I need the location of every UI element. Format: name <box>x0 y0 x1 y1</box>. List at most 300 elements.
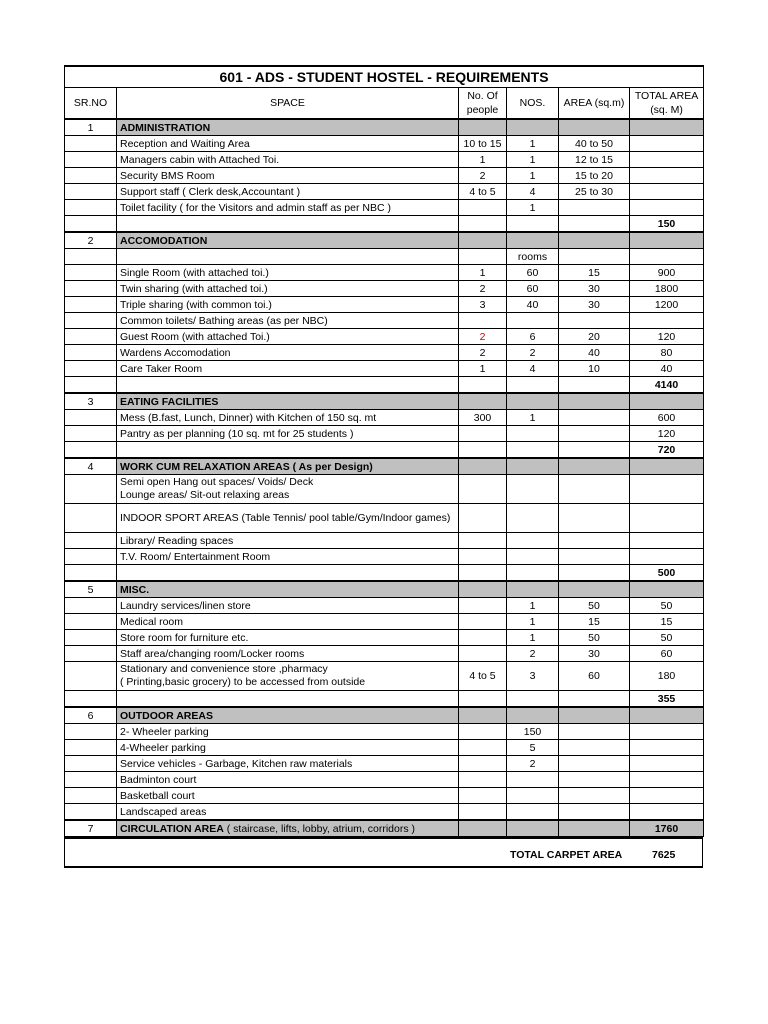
nos-cell <box>507 804 559 821</box>
srno-cell <box>65 329 117 345</box>
people-cell <box>459 549 507 565</box>
section-fill-cell <box>630 707 704 724</box>
space-cell: Medical room <box>117 614 459 630</box>
nos-cell <box>507 772 559 788</box>
circulation-row <box>65 820 704 837</box>
area-cell <box>559 772 630 788</box>
section-fill-cell <box>630 393 704 410</box>
space-cell: 4-Wheeler parking <box>117 740 459 756</box>
total-cell: 40 <box>630 361 704 377</box>
total-cell <box>630 200 704 216</box>
empty-cell <box>459 377 507 394</box>
empty-cell <box>65 691 117 708</box>
people-cell <box>459 200 507 216</box>
area-cell <box>559 475 630 504</box>
srno-cell <box>65 249 117 265</box>
table-row <box>65 724 704 740</box>
nos-cell <box>507 504 559 533</box>
nos-cell <box>507 533 559 549</box>
area-cell <box>559 756 630 772</box>
section-fill-cell <box>507 458 559 475</box>
people-cell <box>459 249 507 265</box>
total-cell: 600 <box>630 410 704 426</box>
section-name: OUTDOOR AREAS <box>117 707 459 724</box>
nos-cell: 40 <box>507 297 559 313</box>
srno-cell <box>65 136 117 152</box>
table-row <box>65 265 704 281</box>
srno-cell <box>65 475 117 504</box>
srno-cell <box>65 740 117 756</box>
total-cell <box>630 152 704 168</box>
nos-cell: 1 <box>507 598 559 614</box>
srno-cell <box>65 265 117 281</box>
section-subtotal: 500 <box>630 565 704 582</box>
area-cell <box>559 533 630 549</box>
total-cell <box>630 184 704 200</box>
people-cell <box>459 598 507 614</box>
total-cell <box>630 724 704 740</box>
section-fill-cell <box>559 393 630 410</box>
total-cell <box>630 549 704 565</box>
area-cell <box>559 740 630 756</box>
subtotal-row <box>65 691 704 708</box>
empty-cell <box>117 691 459 708</box>
space-cell: Triple sharing (with common toi.) <box>117 297 459 313</box>
section-header-row <box>65 458 704 475</box>
table-row <box>65 533 704 549</box>
section-name: MISC. <box>117 581 459 598</box>
space-cell: Mess (B.fast, Lunch, Dinner) with Kitchen of 150 sq. mt <box>117 410 459 426</box>
section-header-row <box>65 232 704 249</box>
empty-cell <box>559 377 630 394</box>
srno-cell <box>65 772 117 788</box>
space-cell: INDOOR SPORT AREAS (Table Tennis/ pool table/Gym/Indoor games) <box>117 504 459 533</box>
requirements-table <box>64 65 704 837</box>
nos-cell: 6 <box>507 329 559 345</box>
people-cell <box>459 756 507 772</box>
table-row <box>65 756 704 772</box>
empty-cell <box>65 216 117 233</box>
space-cell: 2- Wheeler parking <box>117 724 459 740</box>
total-cell: 120 <box>630 329 704 345</box>
total-cell: 1800 <box>630 281 704 297</box>
section-fill-cell <box>559 119 630 136</box>
table-row <box>65 804 704 821</box>
section-fill-cell <box>459 820 507 837</box>
space-cell: Common toilets/ Bathing areas (as per NBC) <box>117 313 459 329</box>
srno-cell <box>65 756 117 772</box>
table-row <box>65 426 704 442</box>
area-cell <box>559 410 630 426</box>
total-cell: 60 <box>630 646 704 662</box>
area-cell <box>559 426 630 442</box>
area-cell: 60 <box>559 662 630 691</box>
section-fill-cell <box>630 458 704 475</box>
space-cell: Care Taker Room <box>117 361 459 377</box>
total-cell: 50 <box>630 598 704 614</box>
srno-cell <box>65 646 117 662</box>
section-fill-cell <box>507 820 559 837</box>
table-title: 601 - ADS - STUDENT HOSTEL - REQUIREMENTS <box>65 66 704 88</box>
title-row <box>65 66 704 88</box>
total-cell <box>630 249 704 265</box>
area-cell: 12 to 15 <box>559 152 630 168</box>
table-row <box>65 297 704 313</box>
srno-cell <box>65 426 117 442</box>
header-nos: NOS. <box>507 88 559 120</box>
empty-cell <box>507 377 559 394</box>
table-row <box>65 136 704 152</box>
section-header-row <box>65 119 704 136</box>
table-row <box>65 662 704 691</box>
area-cell: 20 <box>559 329 630 345</box>
total-cell: 120 <box>630 426 704 442</box>
people-cell <box>459 740 507 756</box>
table-row <box>65 345 704 361</box>
empty-cell <box>65 565 117 582</box>
nos-cell: 1 <box>507 152 559 168</box>
area-cell: 15 <box>559 614 630 630</box>
space-cell: Landscaped areas <box>117 804 459 821</box>
section-number: 1 <box>65 119 117 136</box>
space-cell: Badminton court <box>117 772 459 788</box>
total-cell: 80 <box>630 345 704 361</box>
table-row <box>65 772 704 788</box>
nos-cell <box>507 788 559 804</box>
empty-cell <box>507 216 559 233</box>
section-fill-cell <box>559 458 630 475</box>
empty-cell <box>559 691 630 708</box>
total-cell <box>630 756 704 772</box>
section-name: ACCOMODATION <box>117 232 459 249</box>
space-cell: Store room for furniture etc. <box>117 630 459 646</box>
section-fill-cell <box>459 707 507 724</box>
empty-cell <box>507 442 559 459</box>
space-cell: Managers cabin with Attached Toi. <box>117 152 459 168</box>
section-fill-cell <box>630 581 704 598</box>
nos-cell <box>507 475 559 504</box>
nos-cell: 60 <box>507 281 559 297</box>
table-row <box>65 313 704 329</box>
table-row <box>65 200 704 216</box>
people-cell: 2 <box>459 281 507 297</box>
people-cell <box>459 788 507 804</box>
total-cell <box>630 740 704 756</box>
empty-cell <box>117 377 459 394</box>
table-row <box>65 646 704 662</box>
section-fill-cell <box>630 119 704 136</box>
section-fill-cell <box>507 393 559 410</box>
nos-cell: 2 <box>507 646 559 662</box>
nos-cell: 60 <box>507 265 559 281</box>
empty-cell <box>117 442 459 459</box>
people-cell <box>459 533 507 549</box>
total-cell <box>630 533 704 549</box>
srno-cell <box>65 662 117 691</box>
people-cell <box>459 630 507 646</box>
space-cell: Stationary and convenience store ,pharmacy ( Printing,basic grocery) to be accessed from outside <box>117 662 459 691</box>
section-number: 7 <box>65 820 117 837</box>
srno-cell <box>65 724 117 740</box>
total-cell <box>630 804 704 821</box>
nos-cell: 4 <box>507 184 559 200</box>
header-area: AREA (sq.m) <box>559 88 630 120</box>
srno-cell <box>65 614 117 630</box>
people-cell <box>459 313 507 329</box>
people-cell: 3 <box>459 297 507 313</box>
space-cell: Guest Room (with attached Toi.) <box>117 329 459 345</box>
section-subtotal: 720 <box>630 442 704 459</box>
srno-cell <box>65 410 117 426</box>
nos-cell: 1 <box>507 410 559 426</box>
nos-cell: 1 <box>507 200 559 216</box>
people-cell: 1 <box>459 361 507 377</box>
empty-cell <box>559 216 630 233</box>
srno-cell <box>65 281 117 297</box>
srno-cell <box>65 504 117 533</box>
circulation-name: CIRCULATION AREA <box>120 822 224 835</box>
area-cell: 30 <box>559 297 630 313</box>
area-cell <box>559 724 630 740</box>
table-row <box>65 614 704 630</box>
space-cell: Reception and Waiting Area <box>117 136 459 152</box>
section-subtotal: 4140 <box>630 377 704 394</box>
total-cell <box>630 475 704 504</box>
space-cell: T.V. Room/ Entertainment Room <box>117 549 459 565</box>
section-number: 3 <box>65 393 117 410</box>
people-cell: 2 <box>459 329 507 345</box>
space-cell: Staff area/changing room/Locker rooms <box>117 646 459 662</box>
section-fill-cell <box>459 581 507 598</box>
people-cell <box>459 426 507 442</box>
people-cell <box>459 475 507 504</box>
section-name: ADMINISTRATION <box>117 119 459 136</box>
people-cell: 300 <box>459 410 507 426</box>
srno-cell <box>65 804 117 821</box>
table-row <box>65 410 704 426</box>
srno-cell <box>65 630 117 646</box>
empty-cell <box>459 216 507 233</box>
empty-cell <box>459 565 507 582</box>
area-cell <box>559 804 630 821</box>
people-cell <box>459 614 507 630</box>
table-row <box>65 329 704 345</box>
people-cell: 10 to 15 <box>459 136 507 152</box>
total-cell: 50 <box>630 630 704 646</box>
srno-cell <box>65 200 117 216</box>
space-cell: Security BMS Room <box>117 168 459 184</box>
total-cell <box>630 772 704 788</box>
circulation-total: 1760 <box>630 820 704 837</box>
people-cell <box>459 804 507 821</box>
empty-cell <box>459 691 507 708</box>
nos-cell: 4 <box>507 361 559 377</box>
srno-cell <box>65 598 117 614</box>
nos-cell <box>507 549 559 565</box>
section-fill-cell <box>459 119 507 136</box>
table-row <box>65 788 704 804</box>
srno-cell <box>65 361 117 377</box>
nos-cell: 5 <box>507 740 559 756</box>
section-fill-cell <box>630 232 704 249</box>
total-cell <box>630 788 704 804</box>
subtotal-row <box>65 216 704 233</box>
people-cell <box>459 724 507 740</box>
space-cell: Semi open Hang out spaces/ Voids/ Deck Lounge areas/ Sit-out relaxing areas <box>117 475 459 504</box>
section-fill-cell <box>507 119 559 136</box>
total-cell <box>630 136 704 152</box>
people-cell <box>459 504 507 533</box>
srno-cell <box>65 345 117 361</box>
subtotal-row <box>65 377 704 394</box>
nos-cell: 1 <box>507 630 559 646</box>
srno-cell <box>65 184 117 200</box>
empty-cell <box>117 216 459 233</box>
section-fill-cell <box>559 232 630 249</box>
space-cell: Laundry services/linen store <box>117 598 459 614</box>
section-fill-cell <box>559 581 630 598</box>
people-cell: 1 <box>459 265 507 281</box>
section-number: 4 <box>65 458 117 475</box>
empty-cell <box>65 377 117 394</box>
people-cell <box>459 772 507 788</box>
total-cell: 900 <box>630 265 704 281</box>
nos-cell: 1 <box>507 136 559 152</box>
header-space: SPACE <box>117 88 459 120</box>
table-row <box>65 549 704 565</box>
circulation-space <box>117 820 459 837</box>
subtotal-row <box>65 442 704 459</box>
header-people: No. Of people <box>459 88 507 120</box>
nos-cell: 3 <box>507 662 559 691</box>
section-name: EATING FACILITIES <box>117 393 459 410</box>
space-cell: Single Room (with attached toi.) <box>117 265 459 281</box>
area-cell: 25 to 30 <box>559 184 630 200</box>
requirements-sheet <box>64 65 703 868</box>
people-cell: 2 <box>459 168 507 184</box>
total-cell <box>630 313 704 329</box>
table-row <box>65 598 704 614</box>
area-cell: 50 <box>559 630 630 646</box>
total-cell <box>630 504 704 533</box>
area-cell: 50 <box>559 598 630 614</box>
header-row <box>65 88 704 120</box>
section-fill-cell <box>507 707 559 724</box>
area-cell <box>559 549 630 565</box>
table-row <box>65 361 704 377</box>
total-cell: 1200 <box>630 297 704 313</box>
area-cell: 15 <box>559 265 630 281</box>
section-header-row <box>65 393 704 410</box>
section-fill-cell <box>459 232 507 249</box>
empty-cell <box>507 691 559 708</box>
people-cell: 2 <box>459 345 507 361</box>
area-cell: 30 <box>559 646 630 662</box>
nos-cell: 1 <box>507 614 559 630</box>
section-header-row <box>65 581 704 598</box>
area-cell: 40 to 50 <box>559 136 630 152</box>
nos-cell: 2 <box>507 345 559 361</box>
table-row <box>65 249 704 265</box>
space-cell: Support staff ( Clerk desk,Accountant ) <box>117 184 459 200</box>
total-cell <box>630 168 704 184</box>
people-cell: 4 to 5 <box>459 184 507 200</box>
srno-cell <box>65 168 117 184</box>
srno-cell <box>65 533 117 549</box>
area-cell <box>559 313 630 329</box>
nos-cell: rooms <box>507 249 559 265</box>
total-cell: 180 <box>630 662 704 691</box>
table-row <box>65 184 704 200</box>
table-row <box>65 740 704 756</box>
table-row <box>65 168 704 184</box>
space-cell: Library/ Reading spaces <box>117 533 459 549</box>
table-row <box>65 152 704 168</box>
area-cell: 30 <box>559 281 630 297</box>
total-cell: 15 <box>630 614 704 630</box>
empty-cell <box>65 442 117 459</box>
space-cell: Wardens Accomodation <box>117 345 459 361</box>
total-carpet-area-value: 7625 <box>652 849 676 861</box>
srno-cell <box>65 152 117 168</box>
area-cell <box>559 249 630 265</box>
empty-cell <box>559 442 630 459</box>
nos-cell: 2 <box>507 756 559 772</box>
space-cell: Pantry as per planning (10 sq. mt for 25 students ) <box>117 426 459 442</box>
table-row <box>65 475 704 504</box>
space-cell: Service vehicles - Garbage, Kitchen raw materials <box>117 756 459 772</box>
area-cell: 10 <box>559 361 630 377</box>
total-carpet-area-label: TOTAL CARPET AREA <box>510 849 623 861</box>
section-fill-cell <box>459 393 507 410</box>
nos-cell: 1 <box>507 168 559 184</box>
section-number: 5 <box>65 581 117 598</box>
table-row <box>65 504 704 533</box>
section-fill-cell <box>459 458 507 475</box>
empty-cell <box>507 565 559 582</box>
srno-cell <box>65 788 117 804</box>
area-cell: 40 <box>559 345 630 361</box>
header-srno: SR.NO <box>65 88 117 120</box>
table-row <box>65 630 704 646</box>
section-number: 2 <box>65 232 117 249</box>
empty-cell <box>559 565 630 582</box>
empty-cell <box>459 442 507 459</box>
header-total-area: TOTAL AREA (sq. M) <box>630 88 704 120</box>
space-cell <box>117 249 459 265</box>
people-cell: 4 to 5 <box>459 662 507 691</box>
section-subtotal: 150 <box>630 216 704 233</box>
nos-cell: 150 <box>507 724 559 740</box>
section-subtotal: 355 <box>630 691 704 708</box>
section-fill-cell <box>507 232 559 249</box>
section-fill-cell <box>507 581 559 598</box>
empty-cell <box>117 565 459 582</box>
nos-cell <box>507 426 559 442</box>
area-cell <box>559 788 630 804</box>
section-header-row <box>65 707 704 724</box>
area-cell <box>559 504 630 533</box>
circulation-note: ( staircase, lifts, lobby, atrium, corridors ) <box>223 822 416 835</box>
area-cell: 15 to 20 <box>559 168 630 184</box>
footer-total <box>64 837 703 868</box>
section-name: WORK CUM RELAXATION AREAS ( As per Design) <box>117 458 459 475</box>
srno-cell <box>65 549 117 565</box>
srno-cell <box>65 313 117 329</box>
space-cell: Toilet facility ( for the Visitors and admin staff as per NBC ) <box>117 200 459 216</box>
space-cell: Twin sharing (with attached toi.) <box>117 281 459 297</box>
space-cell: Basketball court <box>117 788 459 804</box>
